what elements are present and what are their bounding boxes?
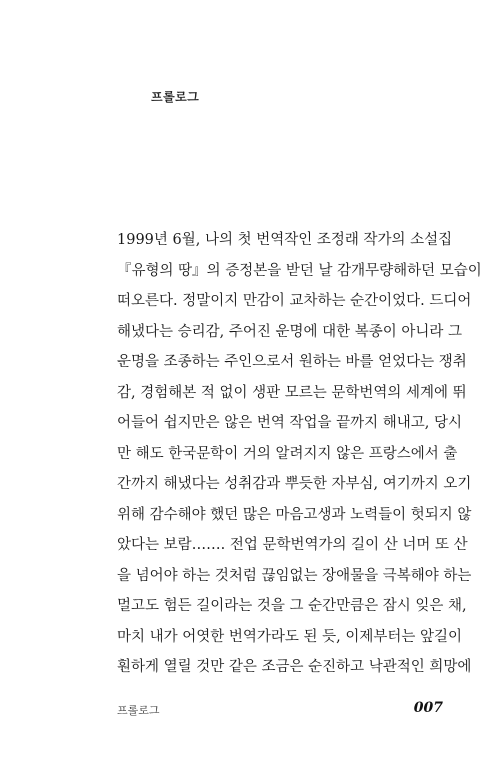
body-line: 만 해도 한국문학이 거의 알려지지 않은 프랑스에서 출 (117, 445, 458, 462)
body-line: 마치 내가 어엿한 번역가라도 된 듯, 이제부터는 앞길이 (117, 628, 463, 645)
body-line: 간까지 해냈다는 성취감과 뿌듯한 자부심, 여기까지 오기 (117, 476, 472, 492)
body-line: 았다는 보람……. 전업 문학번역가의 길이 산 너머 또 산 (117, 537, 468, 553)
body-line: 1999년 6월, 나의 첫 번역작인 조정래 작가의 소설집 (117, 232, 453, 248)
body-line: 훤하게 열릴 것만 같은 조금은 순진하고 낙관적인 희망에 (117, 659, 472, 675)
body-line: 멀고도 험든 길이라는 것을 그 순간만큼은 잠시 잊은 채, (117, 598, 467, 614)
page-number: 007 (413, 700, 443, 716)
body-line: 감, 경험해본 적 없이 생판 모르는 문학번역의 세계에 뛰 (117, 384, 467, 401)
running-footer: 프롤로그 (117, 704, 160, 717)
body-line: 해냈다는 승리감, 주어진 운명에 대한 복종이 아니라 그 (117, 323, 463, 340)
body-line: 을 넘어야 하는 것처럼 끊임없는 장애물을 극복해야 하는 (117, 567, 472, 584)
chapter-title: 프롤로그 (151, 90, 200, 104)
body-line: 운명을 조종하는 주인으로서 원하는 바를 얻었다는 쟁취 (117, 354, 467, 370)
body-line: 위해 감수해야 했던 많은 마음고생과 노력들이 헛되지 않 (117, 506, 472, 523)
body-line: 어들어 쉽지만은 않은 번역 작업을 끝까지 해내고, 당시 (117, 415, 463, 431)
body-line: 『유형의 땅』의 증정본을 받던 날 감개무량해하던 모습이 (117, 262, 482, 279)
body-text (117, 225, 482, 683)
body-line: 떠오른다. 정말이지 만감이 교차하는 순간이었다. 드디어 (117, 293, 472, 309)
